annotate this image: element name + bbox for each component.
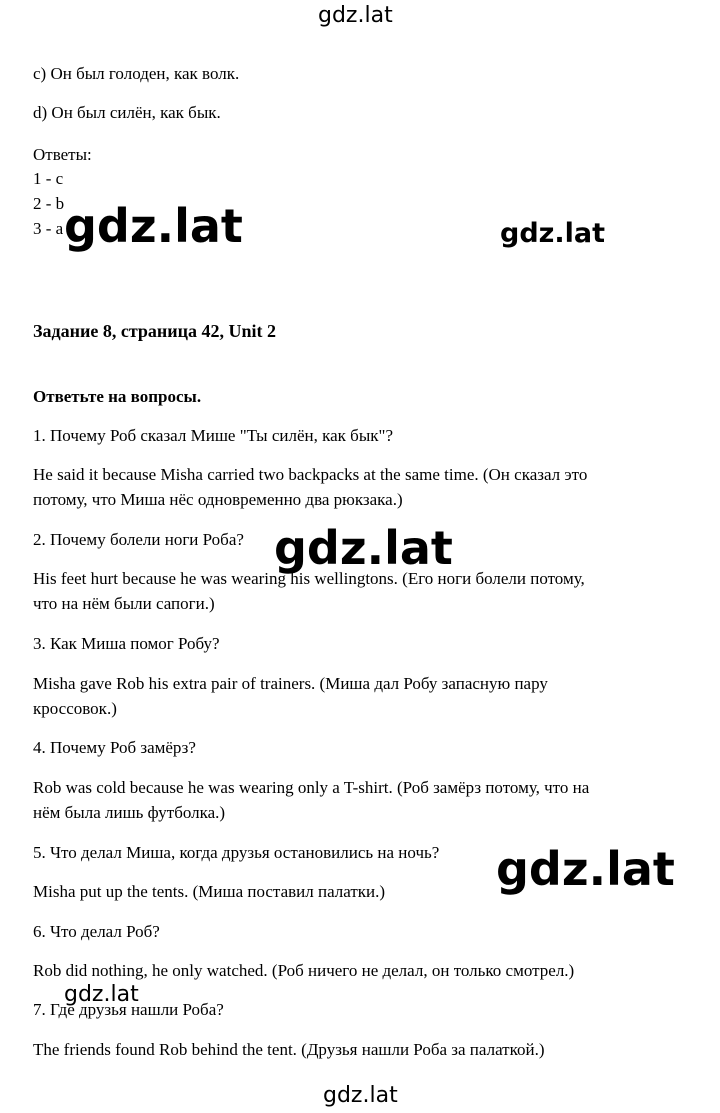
answer-2-line-1: His feet hurt because he was wearing his wellingtons. (Его ноги болели потому, bbox=[33, 569, 585, 588]
watermark-right-small: gdz.lat bbox=[500, 218, 606, 249]
answer-2: 2 - b bbox=[33, 194, 65, 213]
question-1: 1. Почему Роб сказал Мише "Ты силён, как бык"? bbox=[33, 426, 393, 445]
question-5: 5. Что делал Миша, когда друзья остановились на ночь? bbox=[33, 843, 440, 862]
question-7: 7. Где друзья нашли Роба? bbox=[33, 1000, 224, 1019]
answer-2-line-2: что на нём были сапоги.) bbox=[33, 594, 215, 613]
answer-3-line-2: кроссовок.) bbox=[33, 699, 117, 718]
task-title: Задание 8, страница 42, Unit 2 bbox=[33, 321, 277, 341]
answer-7-line-1: The friends found Rob behind the tent. (Друзья нашли Роба за палаткой.) bbox=[33, 1040, 545, 1059]
option-d: d) Он был силён, как бык. bbox=[33, 103, 221, 122]
watermark-top: gdz.lat bbox=[318, 3, 393, 28]
watermark-middle: gdz.lat bbox=[274, 521, 453, 575]
question-6: 6. Что делал Роб? bbox=[33, 922, 160, 941]
answers-label: Ответы: bbox=[33, 145, 92, 164]
task-instruction: Ответьте на вопросы. bbox=[33, 387, 202, 406]
answer-4-line-2: нём была лишь футболка.) bbox=[33, 803, 226, 822]
question-2: 2. Почему болели ноги Роба? bbox=[33, 530, 244, 549]
answer-1-line-1: He said it because Misha carried two backpacks at the same time. (Он сказал это bbox=[33, 465, 588, 484]
question-4: 4. Почему Роб замёрз? bbox=[33, 738, 196, 757]
answer-6-line-1: Rob did nothing, he only watched. (Роб ничего не делал, он только смотрел.) bbox=[33, 961, 575, 980]
question-3: 3. Как Миша помог Робу? bbox=[33, 634, 220, 653]
answer-1-line-2: потому, что Миша нёс одновременно два рюкзака.) bbox=[33, 490, 403, 509]
watermark-big-left: gdz.lat bbox=[64, 199, 243, 253]
watermark-bottom: gdz.lat bbox=[323, 1083, 398, 1108]
answer-5-line-1: Misha put up the tents. (Миша поставил палатки.) bbox=[33, 882, 386, 901]
answer-3-line-1: Misha gave Rob his extra pair of trainers. (Миша дал Робу запасную пару bbox=[33, 674, 548, 693]
watermark-right-big: gdz.lat bbox=[496, 842, 675, 896]
answer-1: 1 - c bbox=[33, 169, 64, 188]
option-c: c) Он был голоден, как волк. bbox=[33, 64, 240, 83]
watermark-bottom-left: gdz.lat bbox=[64, 982, 139, 1007]
answer-4-line-1: Rob was cold because he was wearing only a T-shirt. (Роб замёрз потому, что на bbox=[33, 778, 590, 797]
answer-3: 3 - a bbox=[33, 219, 64, 238]
